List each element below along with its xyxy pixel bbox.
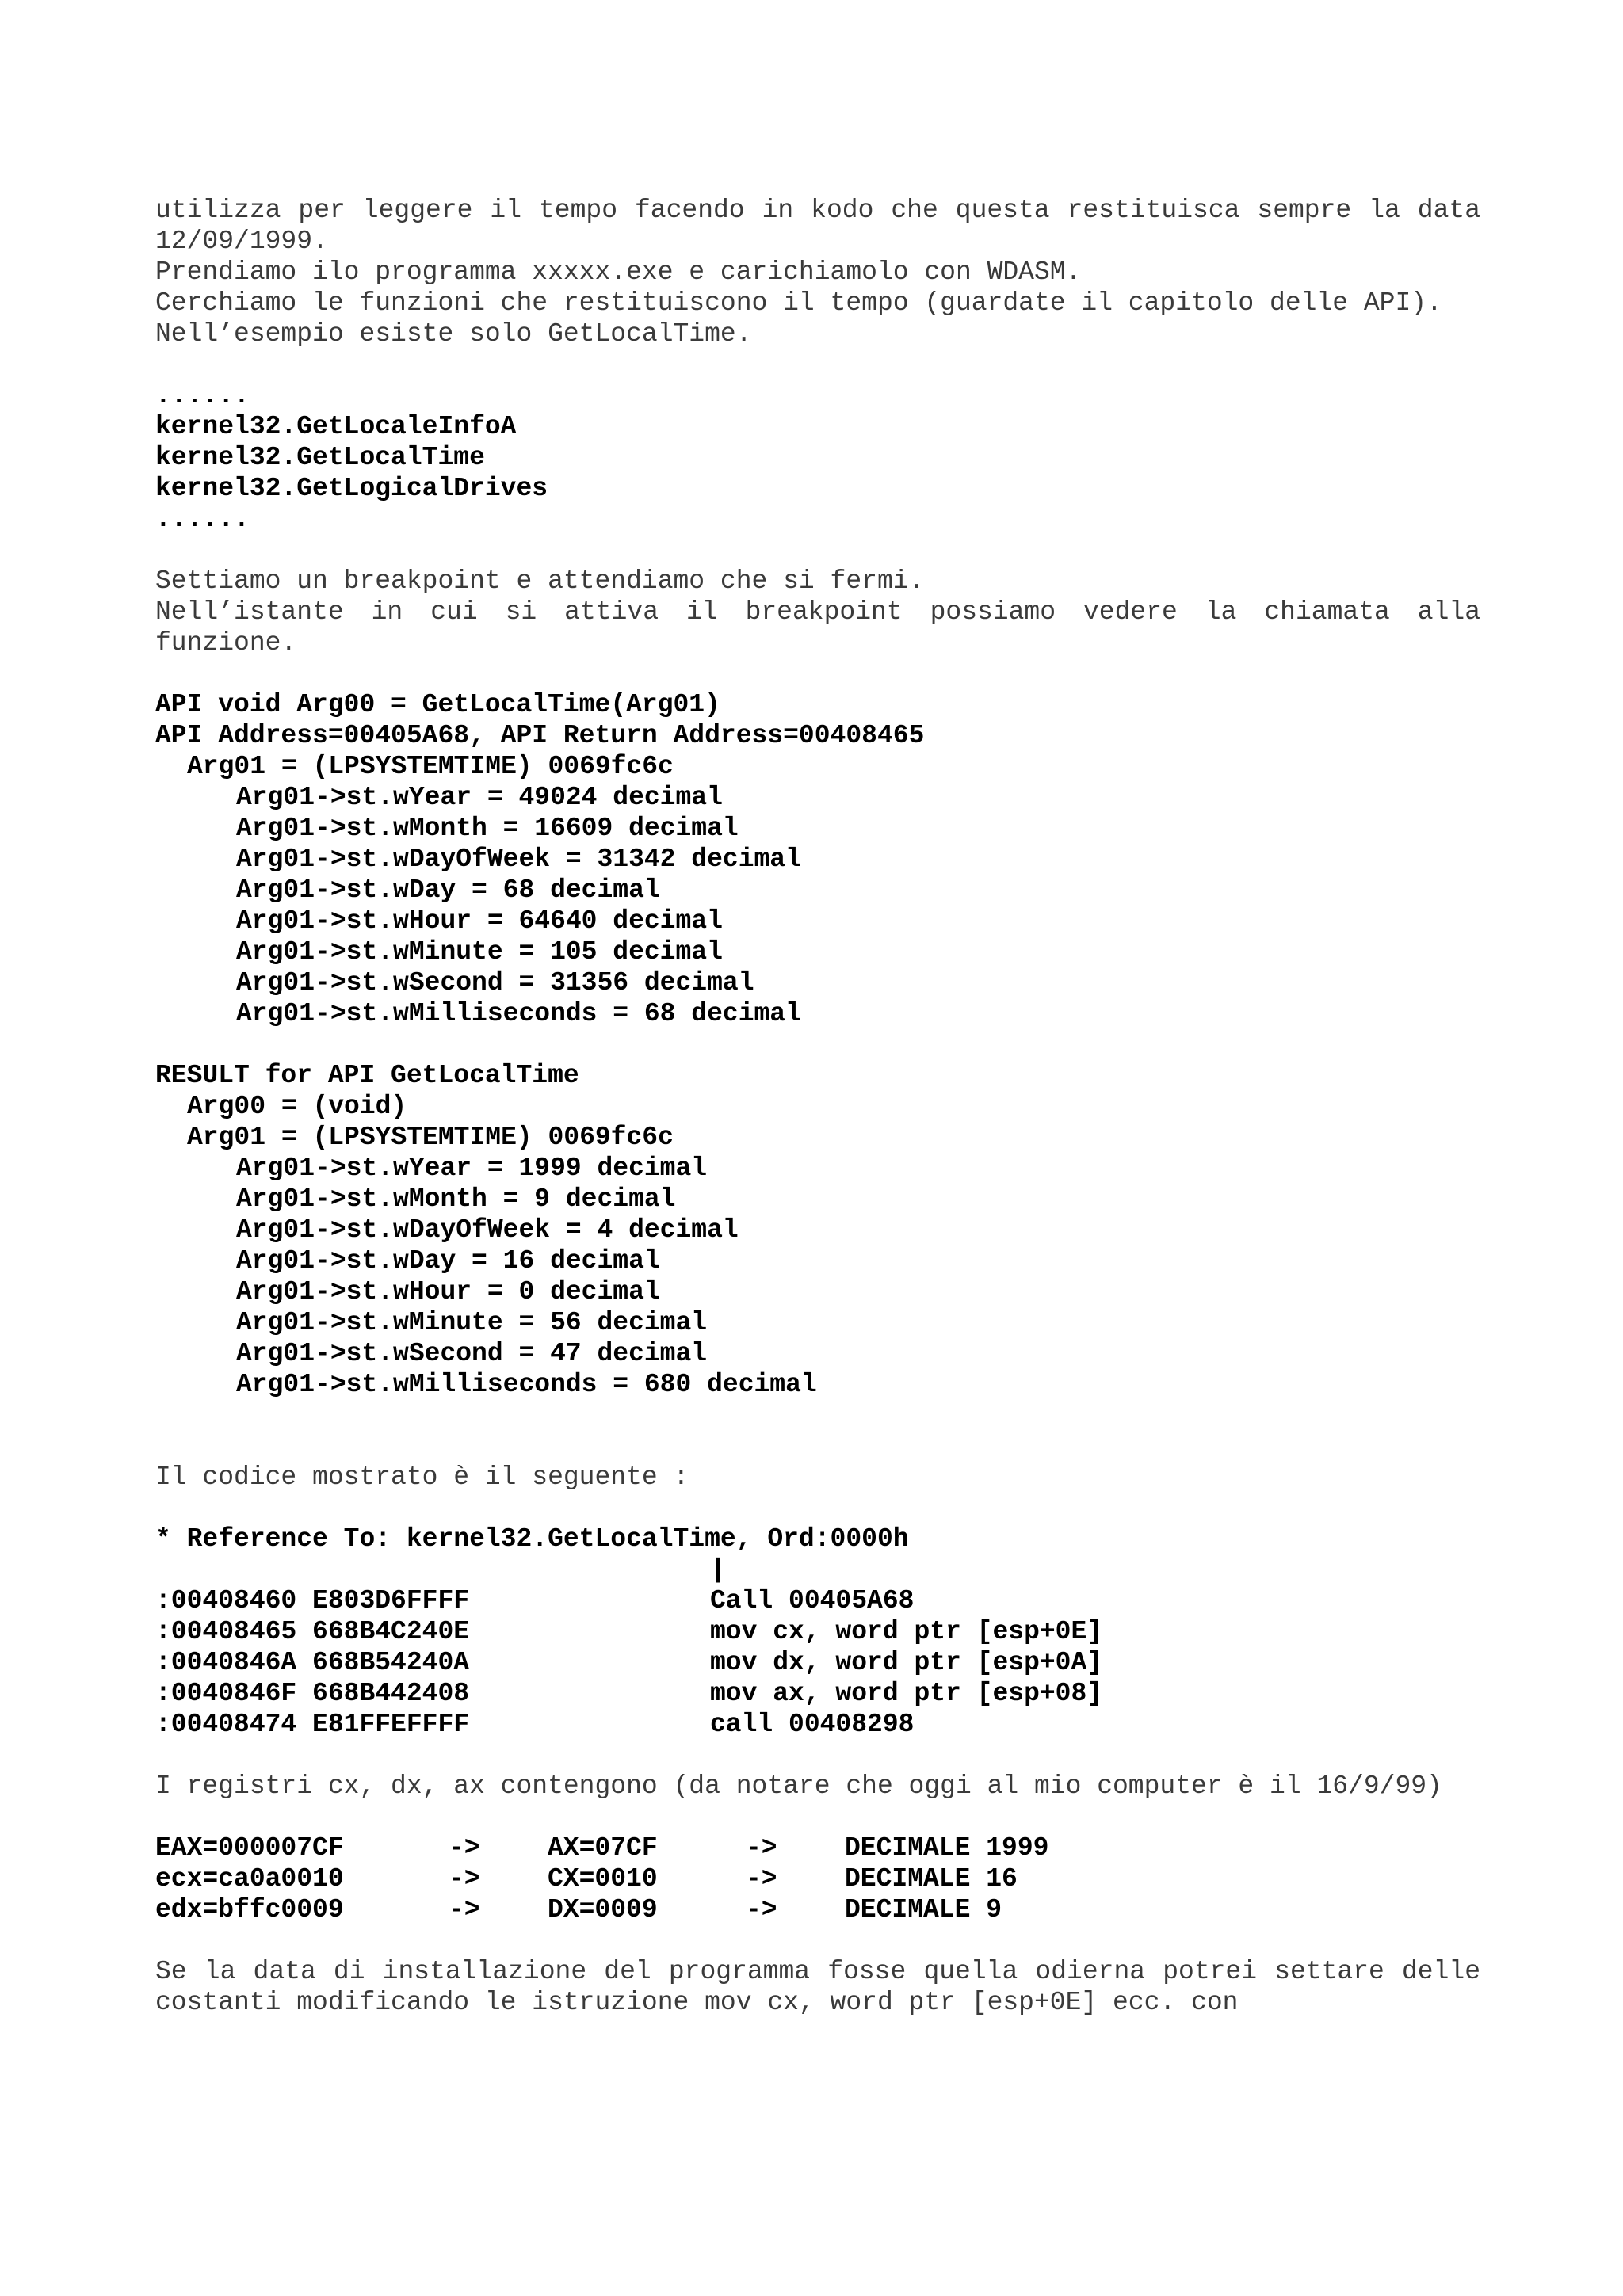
intro-paragraph-3: Cerchiamo le funzioni che restituiscono il tempo (guardate il capitolo delle API).: [155, 288, 1442, 318]
registers-table: [155, 1833, 1480, 1925]
register-short: DX=0009: [548, 1895, 658, 1924]
api-field: Arg01->st.wYear = 49024 decimal: [236, 783, 723, 812]
breakpoint-paragraph-2: Nell’istante in cui si attiva il breakpoint possiamo vedere la chiamata alla funzione.: [155, 597, 1480, 658]
asm-instruction: call 00408298: [710, 1710, 915, 1739]
api-result-field: Arg01->st.wMilliseconds = 680 decimal: [236, 1370, 817, 1399]
register-row: [155, 1894, 1480, 1925]
register-full: EAX=000007CF: [155, 1833, 344, 1863]
api-result-field: Arg01->st.wMonth = 9 decimal: [236, 1184, 676, 1214]
asm-row: [155, 1616, 1480, 1647]
register-arrow: ->: [449, 1895, 480, 1924]
disassembly-block: [155, 1524, 1480, 1740]
imports-ellipsis: ......: [155, 505, 250, 534]
register-row: [155, 1863, 1480, 1894]
asm-row: [155, 1709, 1480, 1740]
asm-row: [155, 1585, 1480, 1616]
register-row: [155, 1833, 1480, 1863]
api-result-arg: Arg00 = (void): [187, 1092, 407, 1121]
closing-paragraph: Se la data di installazione del programma fosse quella odierna potrei settare delle costanti modificando le istruzione mov cx, word ptr [esp+0E] ecc. con: [155, 1957, 1480, 2017]
import-item: kernel32.GetLogicalDrives: [155, 474, 548, 503]
register-short: CX=0010: [548, 1864, 658, 1894]
reference-line: * Reference To: kernel32.GetLocalTime, Ord:0000h: [155, 1524, 909, 1554]
api-address-line: API Address=00405A68, API Return Address=00408465: [155, 721, 925, 750]
reference-pipe: |: [710, 1555, 726, 1585]
register-arrow: ->: [746, 1895, 777, 1924]
asm-address: :0040846F 668B442408: [155, 1679, 470, 1708]
register-full: edx=bffc0009: [155, 1895, 344, 1924]
api-field: Arg01->st.wMonth = 16609 decimal: [236, 814, 739, 843]
api-result-field: Arg01->st.wHour = 0 decimal: [236, 1277, 660, 1306]
asm-address: :00408474 E81FFEFFFF: [155, 1710, 470, 1739]
imports-ellipsis: ......: [155, 381, 250, 410]
register-decimal: DECIMALE 1999: [845, 1833, 1049, 1863]
api-call-block: [155, 689, 1480, 1029]
api-field: Arg01->st.wDayOfWeek = 31342 decimal: [236, 845, 801, 874]
register-full: ecx=ca0a0010: [155, 1864, 344, 1894]
api-result-block: [155, 1060, 1480, 1400]
register-decimal: DECIMALE 16: [845, 1864, 1018, 1894]
api-result-title: RESULT for API GetLocalTime: [155, 1061, 579, 1090]
breakpoint-paragraph-1: Settiamo un breakpoint e attendiamo che si fermi.: [155, 566, 925, 596]
code-intro-paragraph: Il codice mostrato è il seguente :: [155, 1463, 689, 1492]
api-result-field: Arg01->st.wMinute = 56 decimal: [236, 1308, 708, 1337]
register-short: AX=07CF: [548, 1833, 658, 1863]
api-field: Arg01->st.wMilliseconds = 68 decimal: [236, 999, 801, 1028]
asm-address: :00408465 668B4C240E: [155, 1617, 470, 1646]
register-arrow: ->: [449, 1864, 480, 1894]
document-page: [155, 195, 1480, 2018]
register-arrow: ->: [746, 1833, 777, 1863]
asm-instruction: mov dx, word ptr [esp+0A]: [710, 1648, 1103, 1677]
registers-paragraph: I registri cx, dx, ax contengono (da notare che oggi al mio computer è il 16/9/99): [155, 1772, 1442, 1801]
register-arrow: ->: [449, 1833, 480, 1863]
asm-instruction: Call 00405A68: [710, 1586, 915, 1615]
api-field: Arg01->st.wMinute = 105 decimal: [236, 937, 723, 967]
asm-row: [155, 1678, 1480, 1709]
api-result-field: Arg01->st.wSecond = 47 decimal: [236, 1339, 708, 1368]
api-field: Arg01->st.wDay = 68 decimal: [236, 875, 660, 905]
intro-paragraph-4: Nell’esempio esiste solo GetLocalTime.: [155, 319, 752, 349]
import-item: kernel32.GetLocaleInfoA: [155, 412, 517, 441]
api-result-field: Arg01->st.wYear = 1999 decimal: [236, 1154, 708, 1183]
intro-paragraph-2: Prendiamo ilo programma xxxxx.exe e carichiamolo con WDASM.: [155, 257, 1082, 287]
register-arrow: ->: [746, 1864, 777, 1894]
api-field: Arg01->st.wSecond = 31356 decimal: [236, 968, 754, 997]
api-result-arg: Arg01 = (LPSYSTEMTIME) 0069fc6c: [187, 1123, 674, 1152]
imports-list: [155, 380, 1480, 535]
api-result-field: Arg01->st.wDay = 16 decimal: [236, 1246, 660, 1276]
asm-address: :00408460 E803D6FFFF: [155, 1586, 470, 1615]
register-decimal: DECIMALE 9: [845, 1895, 1002, 1924]
api-call-line: API void Arg00 = GetLocalTime(Arg01): [155, 690, 720, 719]
asm-address: :0040846A 668B54240A: [155, 1648, 470, 1677]
asm-row: [155, 1647, 1480, 1678]
api-result-field: Arg01->st.wDayOfWeek = 4 decimal: [236, 1215, 739, 1245]
intro-paragraph-1: utilizza per leggere il tempo facendo in kodo che questa restituisca sempre la data 12/09/1999.: [155, 196, 1480, 256]
asm-instruction: mov ax, word ptr [esp+08]: [710, 1679, 1103, 1708]
import-item: kernel32.GetLocalTime: [155, 443, 485, 472]
api-field: Arg01->st.wHour = 64640 decimal: [236, 906, 723, 936]
api-arg-line: Arg01 = (LPSYSTEMTIME) 0069fc6c: [187, 752, 674, 781]
asm-instruction: mov cx, word ptr [esp+0E]: [710, 1617, 1103, 1646]
